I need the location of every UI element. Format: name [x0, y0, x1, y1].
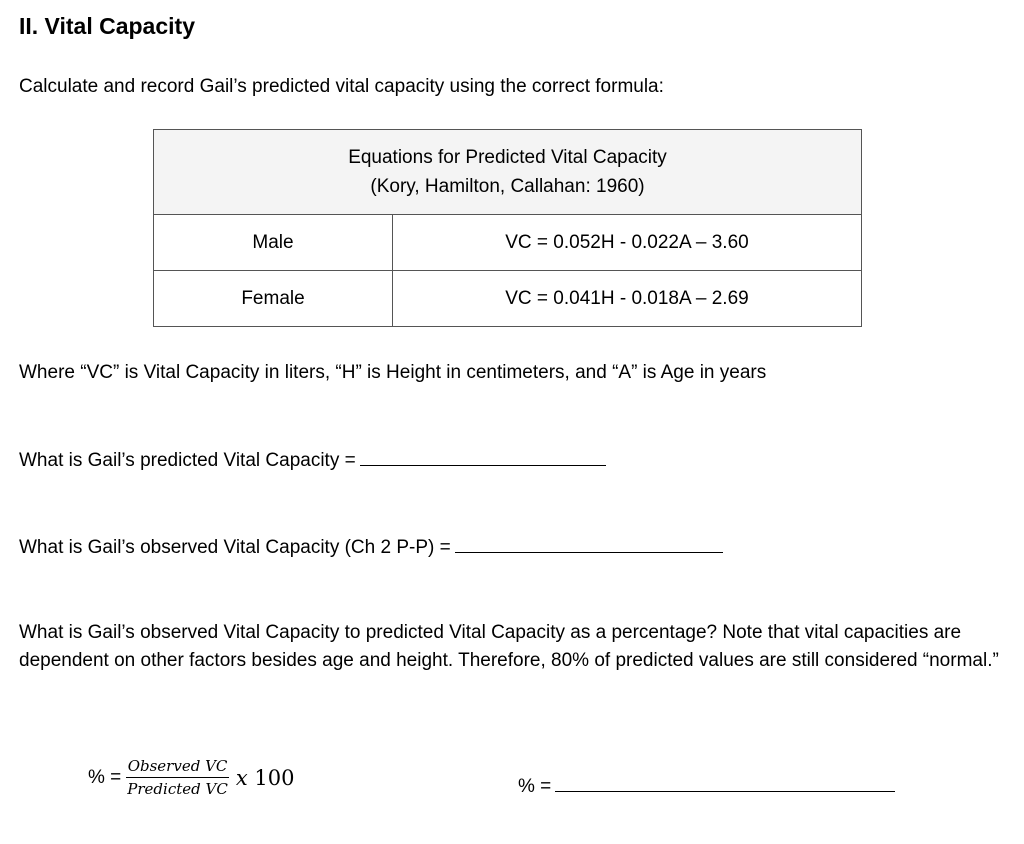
equations-table-title [154, 130, 862, 215]
formula-denominator: Predicted VC [127, 780, 228, 798]
instruction-text: Calculate and record Gail’s predicted vital capacity using the correct formula: [19, 76, 664, 97]
formula-multiplier [236, 766, 295, 790]
formula-male: VC = 0.052H - 0.022A – 3.60 [393, 215, 862, 271]
formula-fraction [125, 757, 230, 798]
equations-title-line1: Equations for Predicted Vital Capacity [348, 147, 667, 168]
formula-multiplier-value: 100 [254, 765, 295, 790]
formula-lhs: % = [88, 766, 122, 788]
equation-row-female [154, 271, 862, 327]
equations-table [153, 129, 862, 327]
percentage-answer [518, 771, 895, 798]
variable-definitions: Where “VC” is Vital Capacity in liters, “H” is Height in centimeters, and “A” is Age in years [19, 362, 767, 383]
formula-female: VC = 0.041H - 0.018A – 2.69 [393, 271, 862, 327]
question-percentage: What is Gail’s observed Vital Capacity to predicted Vital Capacity as a percentage? Note that vital capacities are dependent on other factors besides age and height. Therefore, 80% of predicted values are still considered “normal.” [19, 622, 999, 671]
sex-label-male: Male [154, 215, 393, 271]
question-predicted-vc [19, 445, 606, 475]
equations-title-line2: (Kory, Hamilton, Callahan: 1960) [370, 176, 645, 197]
question-predicted-label: What is Gail’s predicted Vital Capacity = [19, 450, 356, 471]
equations-table-header [154, 130, 862, 215]
percentage-formula [88, 757, 294, 798]
predicted-vc-answer-field[interactable] [360, 445, 606, 466]
percentage-answer-field[interactable] [555, 771, 895, 792]
question-observed-vc [19, 532, 723, 562]
equation-row-male [154, 215, 862, 271]
question-observed-label: What is Gail’s observed Vital Capacity (Ch 2 P-P) = [19, 537, 451, 558]
formula-numerator: Observed VC [126, 757, 230, 778]
percentage-answer-label: % = [518, 776, 552, 797]
formula-times-symbol: x [235, 765, 248, 790]
sex-label-female: Female [154, 271, 393, 327]
section-heading: II. Vital Capacity [19, 13, 195, 39]
observed-vc-answer-field[interactable] [455, 532, 723, 553]
